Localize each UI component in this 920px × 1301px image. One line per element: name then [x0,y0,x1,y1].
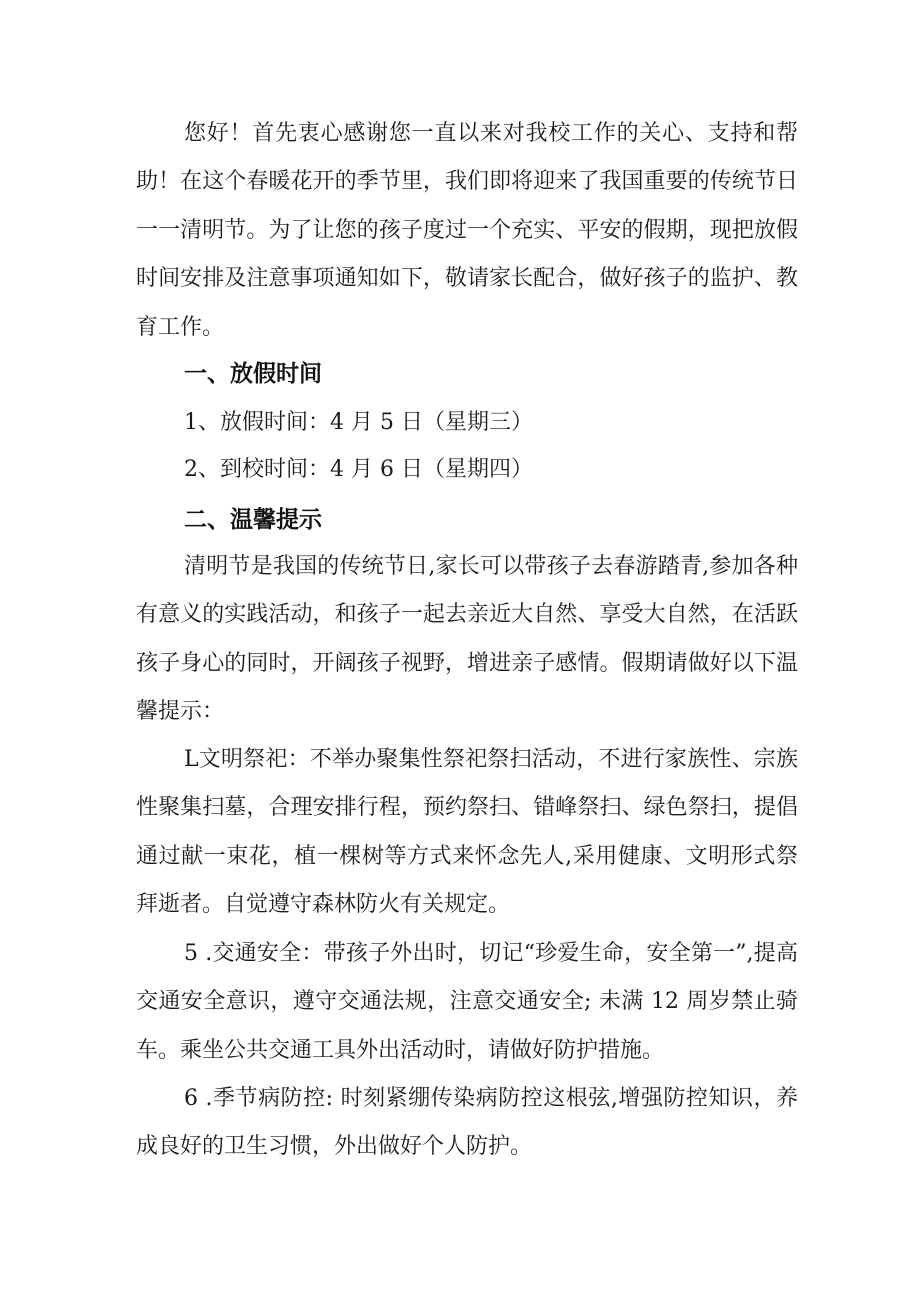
tips-intro-paragraph: 清明节是我国的传统节日,家长可以带孩子去春游踏青,参加各种有意义的实践活动，和孩子一起去亲近大自然、享受大自然，在活跃孩子身心的同时，开阔孩子视野，增进亲子感情。假期请做好以下温馨提示： [136,554,798,725]
tip-traffic-safety: 5 .交通安全：带孩子外出时，切记“珍爱生命，安全第一”,提高交通安全意识，遵守交通法规，注意交通安全; 未满 12 周岁禁止骑车。乘坐公共交通工具外出活动时，请做好防护措施。 [136,941,798,1063]
intro-paragraph: 您好！首先衷心感谢您一直以来对我校工作的关心、支持和帮助！在这个春暖花开的季节里，我们即将迎来了我国重要的传统节日一一清明节。为了让您的孩子度过一个充实、平安的假期，现把放假时间安排及注意事项通知如下，敬请家长配合，做好孩子的监护、教育工作。 [136,121,798,340]
tip-seasonal-disease: 6 .季节病防控: 时刻紧绷传染病防控这根弦,增强防控知识，养成良好的卫生习惯，外出做好个人防护。 [136,1086,798,1160]
tip-civilized-worship: L文明祭祀：不举办聚集性祭祀祭扫活动，不进行家族性、宗族性聚集扫墓，合理安排行程，预约祭扫、错峰祭扫、绿色祭扫，提倡通过献一束花，植一棵树等方式来怀念先人,采用健康、文明形式祭拜逝者。自觉遵守森林防火有关规定。 [136,747,798,918]
section-heading-holiday-time: 一、放假时间 [184,361,322,387]
school-return-item: 2、到校时间：4 月 6 日（星期四） [184,457,533,482]
holiday-start-item: 1、放假时间：4 月 5 日（星期三） [184,410,533,435]
section-heading-tips: 二、温馨提示 [184,507,322,533]
